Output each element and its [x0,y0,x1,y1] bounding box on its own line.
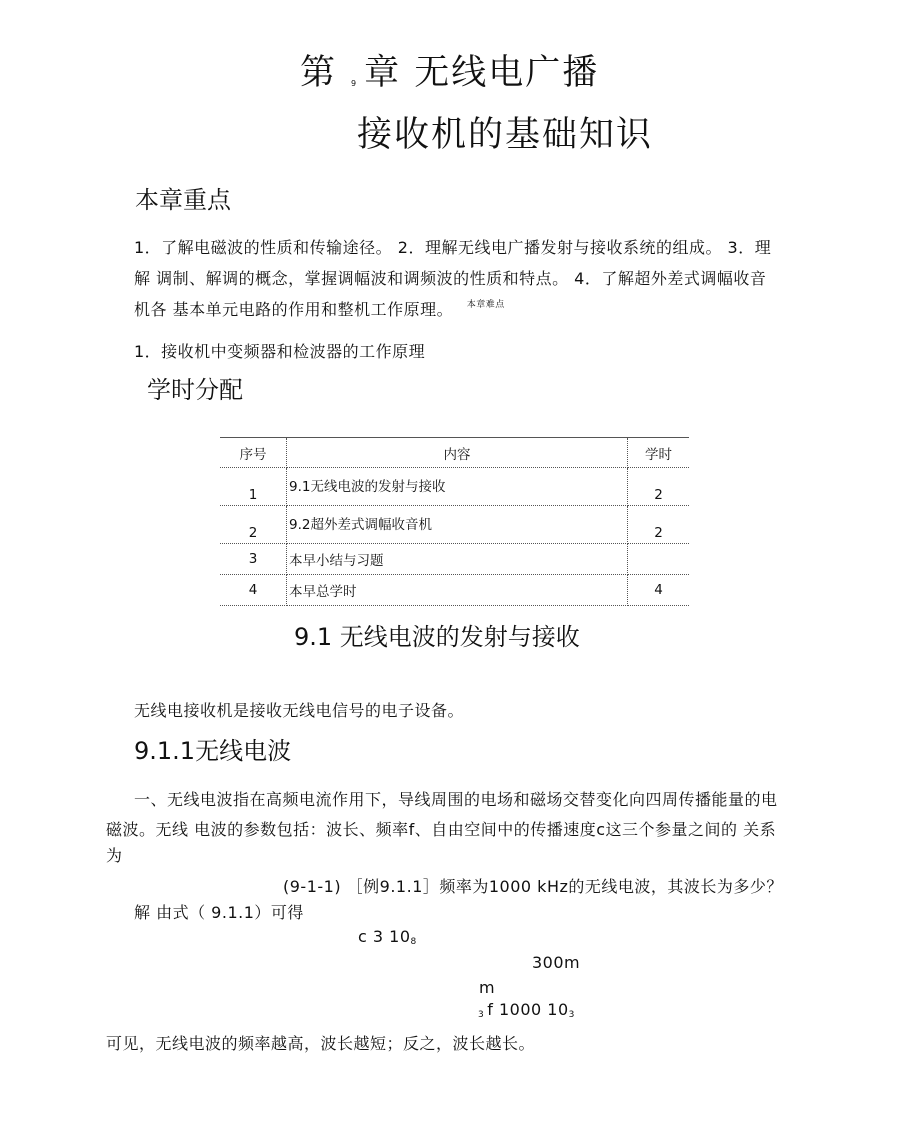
formula-f-exponent: 3 [568,1010,575,1020]
header-index: 序号 [220,438,287,468]
row-index: 2 [220,506,287,544]
key-points-line1: 1．了解电磁波的性质和传输途径。 2．理解无线电广播发射与接收系统的组成。 3．理 [134,238,772,257]
row-content: 本早小结与习题 [287,544,628,575]
table-row [220,544,689,575]
table-header-row [220,438,689,468]
table-row [220,506,689,544]
formula-f-text: f 1000 10 [487,1000,569,1019]
formula-result: 300m [532,953,581,972]
difficulty-item: 1．接收机中变频器和检波器的工作原理 [134,342,426,361]
example-text: (9-1-1) ［例9.1.1］频率为1000 kHz的无线电波，其波长为多少？ [283,877,783,896]
schedule-heading: 学时分配 [147,376,243,404]
paragraph-line3: 为 [106,846,123,865]
paragraph-line2: 磁波。无线 电波的参数包括：波长、频率f、自由空间中的传播速度c这三个参量之间的 关系 [106,820,777,839]
section-heading: 9.1 无线电波的发射与接收 [294,623,580,651]
key-points-line3 [134,297,505,320]
chapter-title-main: 章 无线电广播 [364,53,600,93]
header-content: 内容 [287,438,628,468]
row-hours: 4 [628,575,690,606]
row-content: 本早总学时 [287,575,628,606]
subsection-heading: 9.1.1无线电波 [134,737,292,765]
conclusion-text: 可见，无线电波的频率越高，波长越短；反之，波长越长。 [106,1034,536,1053]
formula-f-prefix: 3 [478,1010,485,1020]
row-hours: 2 [628,468,690,506]
row-index: 3 [220,544,287,575]
table-row [220,468,689,506]
difficulty-label: 本章难点 [466,300,505,310]
row-hours [628,544,690,575]
row-content: 9.1无线电波的发射与接收 [287,468,628,506]
row-hours: 2 [628,506,690,544]
schedule-table [220,437,689,606]
key-points-line2: 解 调制、解调的概念，掌握调幅波和调频波的性质和特点。 4．了解超外差式调幅收音 [134,269,767,288]
chapter-number: 9 [351,79,359,88]
header-hours: 学时 [628,438,690,468]
chapter-title-prefix: 第 [300,53,338,93]
chapter-title-line2: 接收机的基础知识 [357,115,654,155]
formula-c-text: c 3 10 [358,927,411,946]
key-points-heading: 本章重点 [135,186,231,214]
row-content: 9.2超外差式调幅收音机 [287,506,628,544]
paragraph-line1: 一、无线电波指在高频电流作用下，导线周围的电场和磁场交替变化向四周传播能量的电 [134,790,778,809]
formula-f [478,1000,575,1020]
solution-text: 解 由式（ 9.1.1）可得 [134,903,304,922]
table-row [220,575,689,606]
formula-m: m [479,978,496,997]
formula-c-exponent: 8 [410,937,417,947]
row-index: 4 [220,575,287,606]
section-intro: 无线电接收机是接收无线电信号的电子设备。 [134,701,465,720]
formula-c [358,927,417,947]
row-index: 1 [220,468,287,506]
key-points-line3-text: 机各 基本单元电路的作用和整机工作原理。 [134,300,454,319]
chapter-title-line1 [300,45,599,95]
